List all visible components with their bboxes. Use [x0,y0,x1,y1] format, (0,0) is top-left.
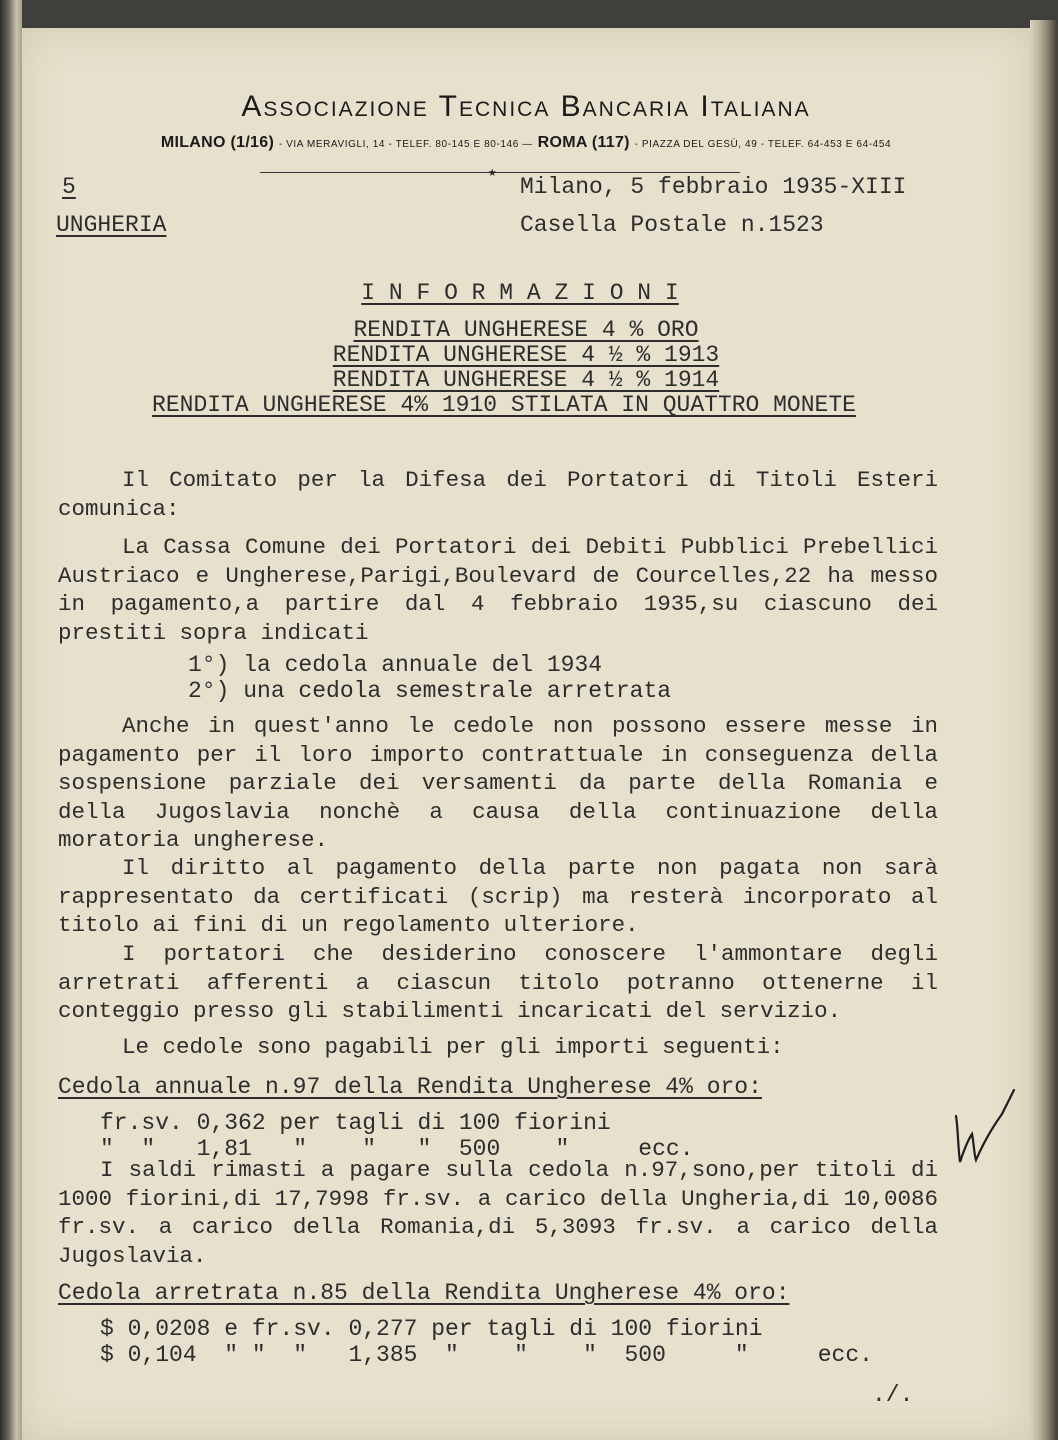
roma-label: ROMA (117) [537,134,630,151]
title-line-1: RENDITA UNGHERESE 4 % ORO [353,317,699,343]
section-1-row-1: fr.sv. 0,362 per tagli di 100 fiorini [100,1110,611,1136]
address-line [22,134,1030,152]
paragraph-2: La Cassa Comune dei Portatori dei Debiti Pubblici Prebellici Austriaco e Ungherese,Parigi,Boulevard de Courcelles,22 ha messo in pagamento,a partire dal 4 febbraio 1935,su ciascuno dei prestiti sopra indicati [58,534,938,646]
organization-name: Associazione Tecnica Bancaria Italiana [241,90,811,123]
section-2-row-1: $ 0,0208 e fr.sv. 0,277 per tagli di 100 fiorini [100,1316,763,1342]
section-1-note: I saldi rimasti a pagare sulla cedola n.97,sono,per titoli di 1000 fiorini,di 17,7998 fr.sv. a carico della Ungheria,di 10,0086 fr.sv. a carico della Romania,di 5,3093 fr.sv. a carico della Jugoslavia. [58,1157,938,1269]
paragraph-3: Anche in quest'anno le cedole non possono essere messe in pagamento per il loro importo contrattuale in conseguenza della sospensione parziale dei versamenti da parte della Romania e della Jugoslavia nonchè a causa della continuazione della moratoria ungherese. [58,713,938,853]
section-2-heading: Cedola arretrata n.85 della Rendita Ungherese 4% oro: [58,1280,790,1306]
book-binding [0,0,22,1440]
roma-address: - PIAZZA DEL GESÙ, 49 - TELEF. 64-453 E 64-454 [634,139,892,150]
title-line-4: RENDITA UNGHERESE 4% 1910 STILATA IN QUATTRO MONETE [152,392,856,418]
title-line-2: RENDITA UNGHERESE 4 ½ % 1913 [332,342,720,368]
paragraph-4: Il diritto al pagamento della parte non pagata non sarà rappresentato da certificati (scrip) ma resterà incorporato al titolo ai fini di un regolamento ulteriore. [58,855,938,938]
list-item-2: 2°) una cedola semestrale arretrata [188,678,672,704]
country-label: UNGHERIA [56,212,167,238]
handwritten-initials [952,1088,1022,1188]
title-line-3: RENDITA UNGHERESE 4 ½ % 1914 [332,367,720,393]
paragraph-5: I portatori che desiderino conoscere l'ammontare degli arretrati afferenti a ciascun titolo potranno ottenerne il conteggio presso gli stabilimenti incaricati del servizio. [58,941,938,1024]
title-heading: I N F O R M A Z I O N I [361,280,679,306]
document-page [22,28,1030,1440]
section-1-heading: Cedola annuale n.97 della Rendita Ungherese 4% oro: [58,1074,762,1100]
list-item-1: 1°) la cedola annuale del 1934 [188,652,603,678]
paragraph-1: Il Comitato per la Difesa dei Portatori di Titoli Esteri comunica: [58,467,938,522]
document-number: 5 [62,174,76,200]
postbox: Casella Postale n.1523 [520,212,824,238]
milano-address: - VIA MERAVIGLI, 14 - TELEF. 80-145 E 80-146 — [278,139,533,150]
section-1-row-2: " " 1,81 " " " 500 " ecc. [100,1136,694,1162]
document-date: Milano, 5 febbraio 1935-XIII [520,174,907,200]
page-edge [1030,20,1058,1440]
milano-label: MILANO (1/16) [160,134,275,151]
header-divider [260,172,740,173]
continuation-mark: ./. [872,1382,914,1408]
section-2-row-2: $ 0,104 " " " 1,385 " " " 500 " ecc. [100,1342,873,1368]
star-icon: ★ [488,165,497,181]
paragraph-6: Le cedole sono pagabili per gli importi seguenti: [122,1034,784,1060]
